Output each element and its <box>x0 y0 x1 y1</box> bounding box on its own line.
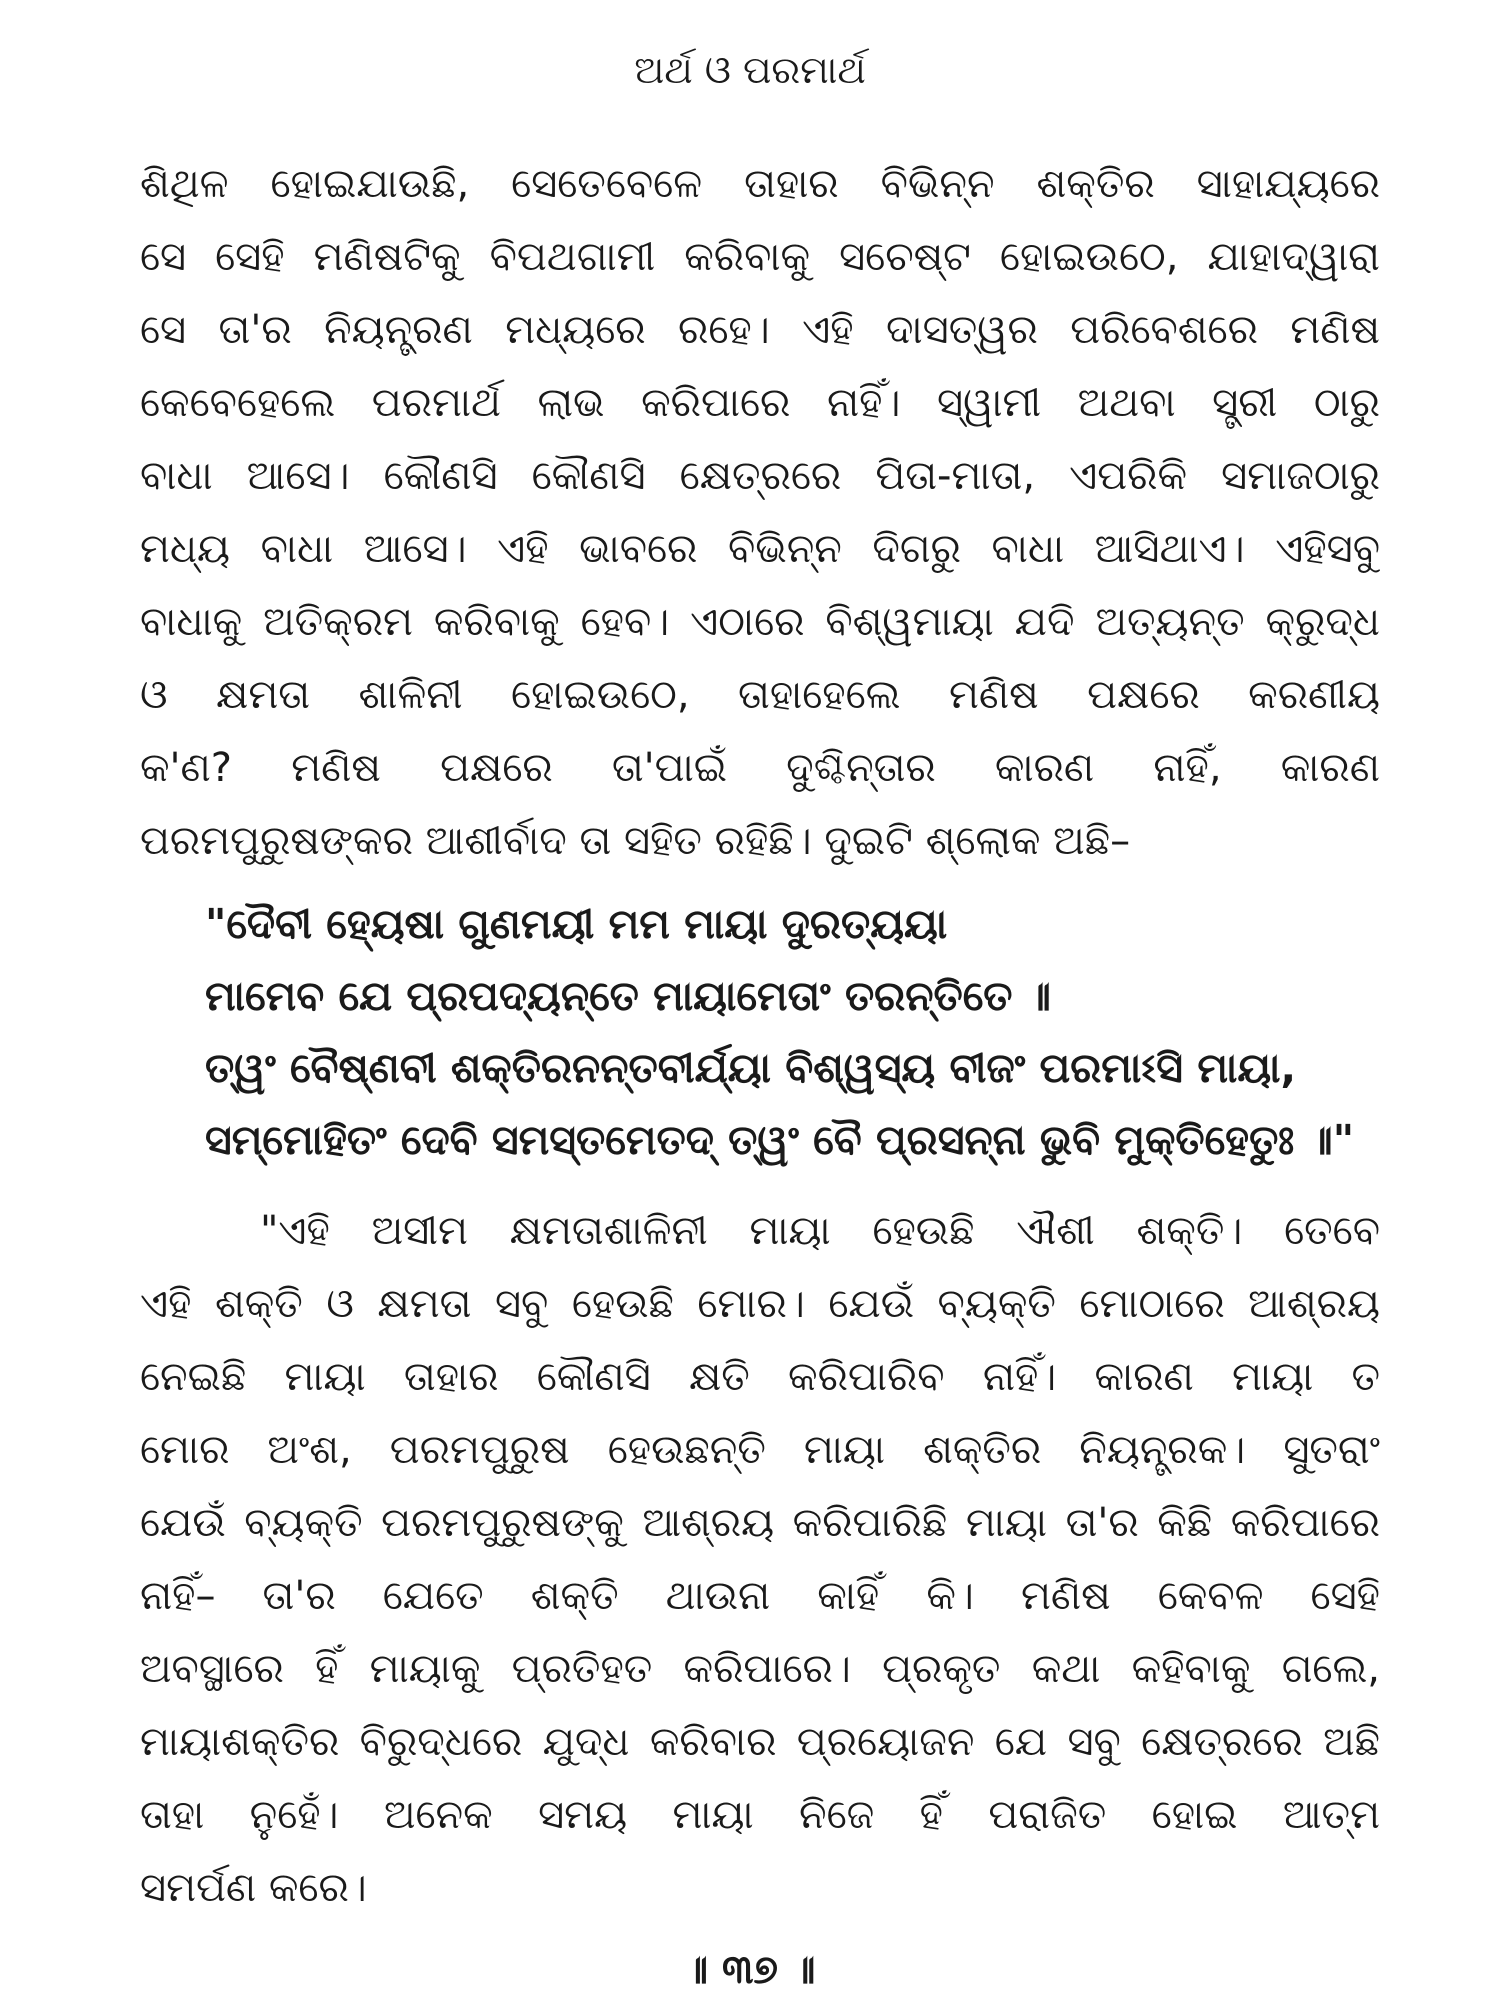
paragraph-1 <box>140 148 1380 878</box>
text-line: ଶିଥିଳ ହୋଇଯାଉଛି, ସେତେବେଳେ ତାହାର ବିଭିନ୍ନ ଶକ୍ତିର ସାହାଯ୍ୟରେ <box>140 161 1380 207</box>
verse-line: ତ୍ୱଂ ବୈଷ୍ଣବୀ ଶକ୍ତିରନନ୍ତବୀର୍ଯ୍ୟା ବିଶ୍ୱସ୍ୟ ବୀଜଂ ପରମାଽସି ମାୟା, <box>205 1044 1297 1092</box>
text-line: ମଧ୍ୟ ବାଧା ଆସେ। ଏହି ଭାବରେ ବିଭିନ୍ନ ଦିଗରୁ ବାଧା ଆସିଥାଏ। ଏହିସବୁ <box>140 526 1380 572</box>
text-line: ମୋର ଅଂଶ, ପରମପୁରୁଷ ହେଉଛନ୍ତି ମାୟା ଶକ୍ତିର ନିୟନ୍ତ୍ରକ। ସୁତରାଂ <box>140 1427 1380 1473</box>
text-line: ନାହିଁ– ତା'ର ଯେତେ ଶକ୍ତି ଥାଉନା କାହିଁ କି। ମଣିଷ କେବଳ ସେହି <box>140 1573 1380 1619</box>
running-title: ଅର୍ଥ ଓ ପରମାର୍ଥ <box>634 48 866 92</box>
verse-line: ମାମେବ ଯେ ପ୍ରପଦ୍ୟନ୍ତେ ମାୟାମେତାଂ ତରନ୍ତିତେ ॥ <box>205 972 1052 1020</box>
text-line: ପରମପୁରୁଷଙ୍କର ଆଶୀର୍ବାଦ ତା ସହିତ ରହିଛି। ଦୁଇଟି ଶ୍ଲୋକ ଅଛି– <box>140 818 1131 864</box>
text-line: ସମର୍ପଣ କରେ। <box>140 1865 367 1911</box>
text-line: ତାହା ନୁହେଁ। ଅନେକ ସମୟ ମାୟା ନିଜେ ହିଁ ପରାଜିତ ହୋଇ ଆତ୍ମ <box>140 1792 1380 1838</box>
text-line: ସେ ସେହି ମଣିଷଟିକୁ ବିପଥଗାମୀ କରିବାକୁ ସଚେଷ୍ଟ ହୋଇଉଠେ, ଯାହାଦ୍ୱାରା <box>140 234 1380 280</box>
text-line: ସେ ତା'ର ନିୟନ୍ତ୍ରଣ ମଧ୍ୟରେ ରହେ। ଏହି ଦାସତ୍ୱର ପରିବେଶରେ ମଣିଷ <box>140 307 1380 353</box>
text-line: ବାଧା ଆସେ। କୌଣସି କୌଣସି କ୍ଷେତ୍ରରେ ପିତା-ମାତା, ଏପରିକି ସମାଜଠାରୁ <box>140 453 1380 499</box>
text-line: ବାଧାକୁ ଅତିକ୍ରମ କରିବାକୁ ହେବ। ଏଠାରେ ବିଶ୍ୱମାୟା ଯଦି ଅତ୍ୟନ୍ତ କ୍ରୁଦ୍ଧ <box>140 599 1380 645</box>
text-line: ମାୟାଶକ୍ତିର ବିରୁଦ୍ଧରେ ଯୁଦ୍ଧ କରିବାର ପ୍ରୟୋଜନ ଯେ ସବୁ କ୍ଷେତ୍ରରେ ଅଛି <box>140 1719 1380 1765</box>
text-line: ନେଇଛି ମାୟା ତାହାର କୌଣସି କ୍ଷତି କରିପାରିବ ନାହିଁ। କାରଣ ମାୟା ତ <box>140 1354 1380 1400</box>
verse-line: "ଦୈବୀ ହ୍ୟେଷା ଗୁଣମୟୀ ମମ ମାୟା ଦୁରତ୍ୟୟା <box>205 900 948 948</box>
text-line: "ଏହି ଅସୀମ କ୍ଷମତାଶାଳିନୀ ମାୟା ହେଉଛି ଐଶୀ ଶକ୍ତି। ତେବେ <box>260 1208 1380 1254</box>
verse-line: ସମ୍ମୋହିତଂ ଦେବି ସମସ୍ତମେତଦ୍ ତ୍ୱଂ ବୈ ପ୍ରସନ୍ନା ଭୁବି ମୁକ୍ତିହେତୁଃ ॥" <box>205 1116 1355 1164</box>
text-line: ଓ କ୍ଷମତା ଶାଳିନୀ ହୋଇଉଠେ, ତାହାହେଲେ ମଣିଷ ପକ୍ଷରେ କରଣୀୟ <box>140 672 1380 718</box>
text-line: କେବେହେଲେ ପରମାର୍ଥ ଲାଭ କରିପାରେ ନାହିଁ। ସ୍ୱାମୀ ଅଥବା ସ୍ତ୍ରୀ ଠାରୁ <box>140 380 1380 426</box>
paragraph-2 <box>140 1195 1380 1925</box>
text-line: ଯେଉଁ ବ୍ୟକ୍ତି ପରମପୁରୁଷଙ୍କୁ ଆଶ୍ରୟ କରିପାରିଛି ମାୟା ତା'ର କିଛି କରିପାରେ <box>140 1500 1380 1546</box>
text-line: ଏହି ଶକ୍ତି ଓ କ୍ଷମତା ସବୁ ହେଉଛି ମୋର। ଯେଉଁ ବ୍ୟକ୍ତି ମୋଠାରେ ଆଶ୍ରୟ <box>140 1281 1380 1327</box>
sanskrit-verse <box>205 888 1395 1176</box>
page-number: ॥ ୩୭ ॥ <box>684 1947 816 1993</box>
text-line: କ'ଣ? ମଣିଷ ପକ୍ଷରେ ତା'ପାଇଁ ଦୁଶ୍ଚିନ୍ତାର କାରଣ ନାହିଁ, କାରଣ <box>140 745 1380 791</box>
text-line: ଅବସ୍ଥାରେ ହିଁ ମାୟାକୁ ପ୍ରତିହତ କରିପାରେ। ପ୍ରକୃତ କଥା କହିବାକୁ ଗଲେ, <box>140 1646 1380 1692</box>
